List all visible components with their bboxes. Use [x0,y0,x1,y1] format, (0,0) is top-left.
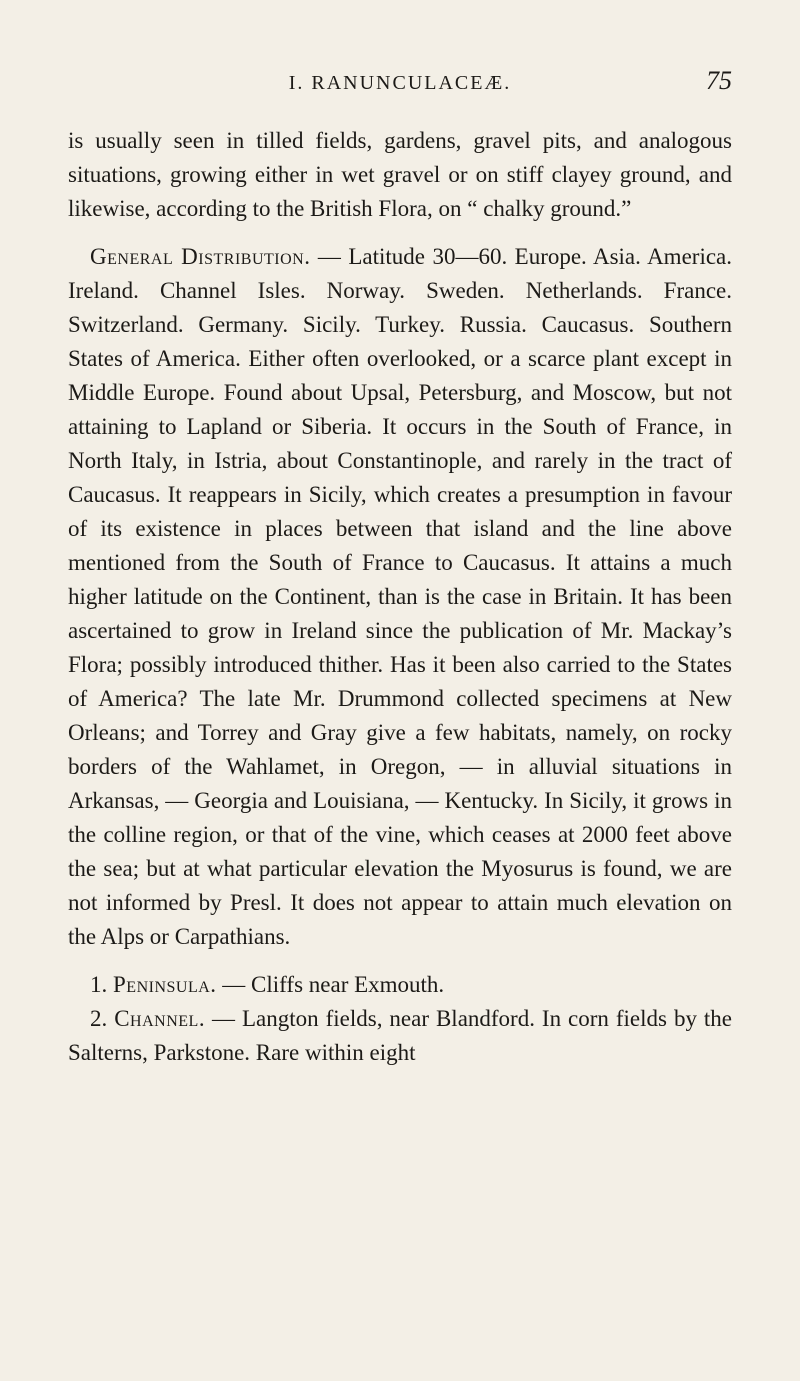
list-item-text: — Cliffs near Exmouth. [216,972,445,997]
page-number: 75 [706,66,732,95]
section-heading-general-distribution: General Distribution. [90,244,311,269]
paragraph-habitat: is usually seen in tilled fields, gardens, gravel pits, and analogous situations, growing either in wet gravel or on stiff clayey ground, and likewise, according to the British Flora, on “ chalky ground.” [68,128,732,221]
list-item-channel [68,1002,732,1070]
paragraph-spacer [68,226,732,240]
running-head [68,66,732,112]
paragraph-spacer [68,954,732,968]
list-item-number: 2. [90,1006,108,1031]
list-item-number: 1. [90,972,108,997]
paragraph-general-distribution [68,240,732,954]
list-item-heading: Peninsula. [113,972,217,997]
general-distribution-text: — Latitude 30—60. Europe. Asia. America. Ireland. Channel Isles. Norway. Sweden. Netherlands. France. Switzerland. Germany. Sicily. Turkey. Russia. Caucasus. Southern States of America. Either often overlooked, or a scarce plant except in Middle Europe. Found about Upsal, Petersburg, and Moscow, but not attaining to Lapland or Siberia. It occurs in the South of France, in North Italy, in Istria, about Constantinople, and rarely in the tract of Caucasus. It reappears in Sicily, which creates a presumption in favour of its existence in places between that island and the line above mentioned from the South of France to Caucasus. It attains a much higher latitude on the Continent, than is the case in Britain. It has been ascertained to grow in Ireland since the publication of Mr. Mackay’s Flora; possibly introduced thither. Has it been also carried to the States of America? The late Mr. Drummond collected specimens at New Orleans; and Torrey and Gray give a few habitats, namely, on rocky borders of the Wahlamet, in Oregon, — in alluvial situations in Arkansas, — Georgia and Louisiana, — Kentucky. In Sicily, it grows in the colline region, or that of the vine, which ceases at 2000 feet above the sea; but at what particular elevation the Myosurus is found, we are not informed by Presl. It does not appear to attain much elevation on the Alps or Carpathians. [68,244,732,949]
list-item-text: — Langton fields, near Blandford. In corn fields by the Salterns, Parkstone. Rare within eight [68,1006,732,1065]
list-item-heading: Channel. [114,1006,206,1031]
body-text [68,124,732,1070]
list-item-peninsula [68,968,732,1002]
running-title: I. RANUNCULACEÆ. [288,72,512,94]
